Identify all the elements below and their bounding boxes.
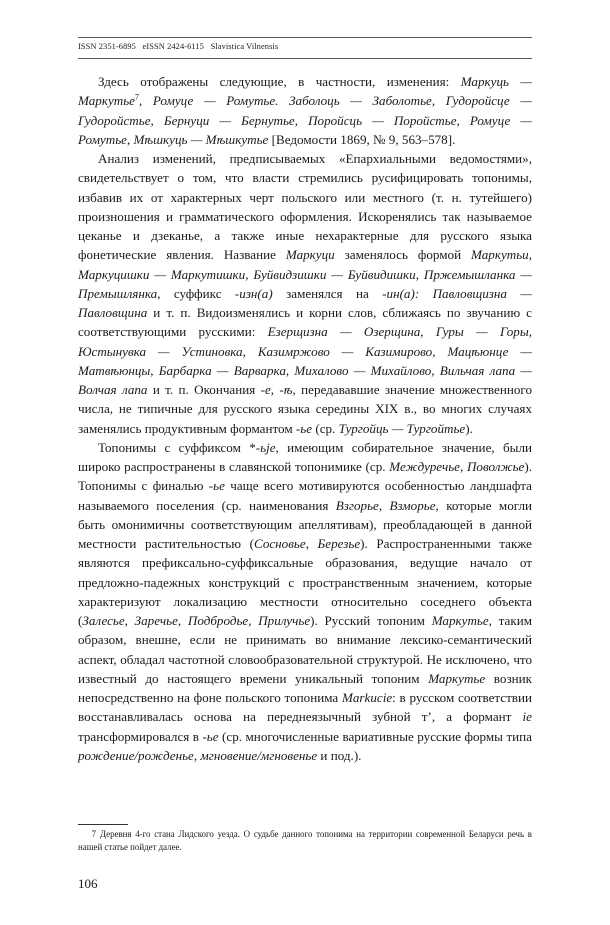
italic-text: Пржемышланка — Премышлянка, xyxy=(78,266,532,301)
text-run: : в русском соответствии восстанавливалась основа на переднеязычный зубной т’, а формант xyxy=(78,690,532,725)
text-run: , xyxy=(248,613,259,628)
text-run: Топонимы с суффиксом * xyxy=(98,439,256,455)
footnote-number: 7 xyxy=(91,829,96,839)
header-bottom-rule xyxy=(78,58,532,59)
italic-text: Подбродье xyxy=(187,613,249,628)
text-run: возник непосредственно на фоне польского топонима xyxy=(78,670,532,705)
text-run: трансформировался в xyxy=(78,728,203,744)
text-run: , xyxy=(528,247,532,263)
article-body xyxy=(78,72,532,765)
text-run: передававшие значение множественного числа, не типичные для русского языка середины XIX в., во многих случаях заменялись продуктивным формантом xyxy=(78,382,532,436)
paragraph xyxy=(78,149,532,438)
italic-text: Буйвидзишки — Буйвидишки xyxy=(253,266,416,282)
text-run: , xyxy=(378,497,390,513)
italic-text: Маркутье xyxy=(428,670,486,686)
italic-text: Междуречье, Поволжье xyxy=(389,459,525,474)
italic-text: рождение/рожденье, мгновение/мгновенье xyxy=(78,747,318,763)
italic-text: Маркутьи xyxy=(471,247,529,263)
text-run: и т. п. Видоизменялись и корни слов, сближаясь по звучанию с соответствующими русскими: xyxy=(78,305,532,340)
header-top-rule xyxy=(78,37,532,38)
text-run: ). Распространенными также являются префиксально-суффиксальные образования, ведущие начало от предложно-падежных конструкций с пространственным значением, которые характеризуют локализацию местности относительно соседнего объекта ( xyxy=(78,536,532,628)
italic-text: Залесье xyxy=(82,613,125,628)
text-run: ). Русский топоним xyxy=(310,613,432,628)
text-run: , таким образом, внешне, если не принимать во внимание лексико-семантический аспект, обладал частотной словообразовательной структурой. Не исключено, что известный до настоящего времени уникальный топоним xyxy=(78,613,533,686)
text-run: ). xyxy=(465,420,473,436)
text-run: (ср. многочисленные вариативные русские формы типа xyxy=(218,728,532,744)
italic-text: -е, -ѣ, xyxy=(260,382,296,397)
text-run: , xyxy=(138,93,153,109)
paragraph xyxy=(78,438,532,765)
italic-text: Markucie xyxy=(341,690,393,705)
text-run: заменялось формой xyxy=(334,247,471,263)
italic-text: Маркуци xyxy=(285,247,335,263)
italic-text: Сосновье xyxy=(254,536,306,551)
italic-text: -ье xyxy=(295,420,313,436)
italic-text: -ье xyxy=(202,728,219,744)
italic-text: Взгорье xyxy=(335,497,379,513)
italic-text: Березье xyxy=(317,536,361,551)
footnote-text: Деревня 4-го стана Лидского уезда. О судьбе данного топонима на территории современной Беларуси речь в нашей статье пойдет далее. xyxy=(78,829,532,852)
italic-text: ie xyxy=(522,709,532,725)
text-run: ). Топонимы с финалью xyxy=(78,459,532,494)
text-run: , xyxy=(305,536,318,551)
text-run: суффикс xyxy=(160,285,235,301)
text-run: Анализ изменений, предписываемых «Епархиальными ведомостями», свидетельствует о том, что власти стремились русифицировать топонимы, избавив их от характерных черт польского или местного (т. н. тутейшего) произношения и грамматического оформления. Искоренялись так называемое цеканье и дзеканье, а также иные нехарактерные для русского языка фонетические явления. Название xyxy=(78,151,532,263)
text-run: [Ведомости 1869, № 9, 563–578]. xyxy=(268,131,456,147)
text-run: заменялся на xyxy=(272,285,383,301)
issn: ISSN 2351-6895 xyxy=(78,42,136,51)
italic-text: -ьje xyxy=(255,439,276,455)
italic-text: Тургойць — Тургойтье xyxy=(338,420,466,436)
italic-text: Маркутье xyxy=(431,613,489,628)
text-run: , xyxy=(245,266,254,282)
text-run: , xyxy=(177,613,188,628)
paragraph xyxy=(78,72,532,149)
text-run: и под.). xyxy=(317,747,362,763)
text-run: (ср. xyxy=(312,420,339,436)
italic-text: Маркуцишки — Маркутишки xyxy=(78,266,246,282)
text-run: , имеющим собирательное значение, были широко распространены в славянской топонимике (ср. xyxy=(78,439,532,474)
italic-text: Ромуце — Ромутье. Заболоць — Заболотье, Гудоройсце — Гудоройстье, Бернуци — Бернутье, Поройсць — Поройстье, Ромуце — Ромутье, Мѣшкуць — Мѣшкутье xyxy=(78,93,533,147)
journal-title: Slavistica Vilnensis xyxy=(210,42,279,51)
italic-text: -ье xyxy=(208,478,225,494)
running-header xyxy=(78,42,532,51)
text-run: , которые могли быть омонимичны соответствующим апеллятивам), преобладающей в данной местности растительностью ( xyxy=(78,497,532,551)
text-run: и т. п. Окончания xyxy=(147,382,261,397)
italic-text: Прилучье xyxy=(258,613,311,628)
italic-text: Маркуць — Маркутье xyxy=(78,74,532,109)
italic-text: Взморье xyxy=(389,497,436,513)
text-run: Здесь отображены следующие, в частности, изменения: xyxy=(98,74,461,89)
footnote-ref: 7 xyxy=(134,92,139,102)
footnote xyxy=(78,828,532,854)
text-run: , xyxy=(415,266,424,282)
text-run: чаще всего мотивируются особенностью ландшафта называемого поселения (ср. наименования xyxy=(78,478,532,513)
italic-text: Езерщизна — Озерщина, Гуры — Горы, Юстынувка — Устиновка, Казимржово — Казимирово, Мацѣюнце — Матвѣюнцы, Барбарка — Варварка, Михалово — Михайлово, Вильчая лапа — Волчая лапа xyxy=(78,324,532,397)
footnote-rule xyxy=(78,824,128,825)
page-number: 106 xyxy=(78,876,98,891)
text-run: , xyxy=(124,613,135,628)
italic-text: -изн(а) xyxy=(234,285,273,301)
italic-text: Заречье xyxy=(134,613,178,628)
italic-text: -ин(а): Павловщизна — Павловщина xyxy=(78,285,532,320)
eissn: eISSN 2424-6115 xyxy=(142,42,204,51)
